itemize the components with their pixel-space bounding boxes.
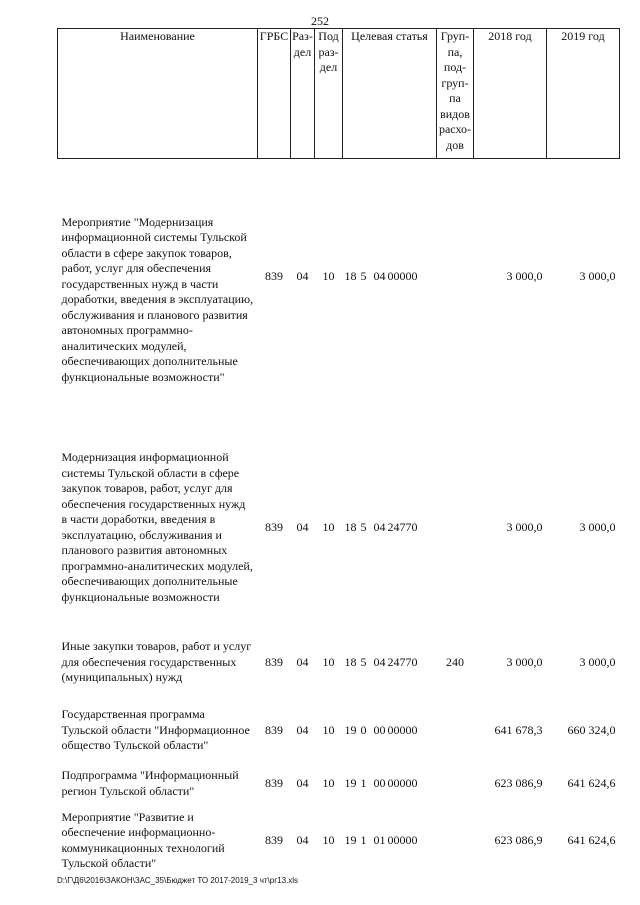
target-part: 00000	[387, 722, 418, 737]
row-name: Подпрограмма "Информационный регион Тульской области"	[61, 768, 239, 798]
table-row	[58, 395, 620, 627]
target-part: 00	[373, 722, 386, 737]
row-2019: 660 324,0	[567, 722, 616, 737]
target-part: 04	[373, 519, 386, 534]
header-name: Наименование	[58, 29, 258, 159]
row-grbs: 839	[265, 269, 283, 283]
row-grbs: 839	[265, 775, 283, 790]
target-part: 18	[344, 268, 357, 283]
table-header-row	[58, 29, 620, 159]
table-row	[58, 627, 620, 699]
target-part: 24770	[387, 654, 418, 669]
target-part: 04	[373, 268, 386, 283]
page-number: 252	[311, 14, 329, 28]
row-name: Мероприятие "Модернизация информационной системы Тульской области в сфере закупок товаров, работ, услуг для обеспечения государственных нужд в части доработки, введения в эксплуатацию, обслуживания и планового развития автономных программно-аналитических модулей, обеспечивающих дополнительные функциональные возможности"	[61, 214, 254, 384]
table-row	[58, 159, 620, 395]
row-group	[437, 395, 474, 627]
target-part: 1	[360, 832, 367, 847]
target-part: 04	[373, 654, 386, 669]
header-2018: 2018 год	[474, 29, 547, 159]
header-podrazdel: Под раз- дел	[315, 29, 343, 159]
row-razdel: 04	[296, 832, 309, 847]
row-group	[437, 805, 474, 877]
header-razdel: Раз- дел	[291, 29, 315, 159]
row-razdel: 04	[296, 654, 309, 669]
header-2019: 2019 год	[547, 29, 620, 159]
row-podrazdel: 10	[322, 519, 335, 534]
row-2018: 3 000,0	[506, 654, 543, 669]
row-grbs: 839	[265, 519, 283, 534]
target-part: 00000	[387, 775, 418, 790]
target-part: 19	[344, 832, 357, 847]
target-part: 00000	[387, 268, 418, 283]
target-part: 19	[344, 775, 357, 790]
row-grbs: 839	[265, 654, 283, 669]
table-row	[58, 763, 620, 805]
target-part: 5	[360, 654, 367, 669]
row-podrazdel: 10	[322, 775, 335, 790]
row-group	[437, 159, 474, 395]
target-part: 01	[373, 832, 386, 847]
budget-table	[57, 28, 620, 877]
header-grbs: ГРБС	[258, 29, 291, 159]
row-2018: 3 000,0	[506, 519, 543, 534]
header-group: Груп- па, под- груп- па видов расхо- дов	[437, 29, 474, 159]
row-target	[343, 159, 437, 395]
target-part: 00	[373, 775, 386, 790]
row-target	[343, 699, 437, 763]
target-part: 19	[344, 722, 357, 737]
target-part: 00000	[387, 832, 418, 847]
row-2018: 623 086,9	[494, 832, 543, 847]
row-2019: 641 624,6	[567, 775, 616, 790]
row-razdel: 04	[296, 269, 309, 283]
row-target	[343, 763, 437, 805]
target-part: 1	[360, 775, 367, 790]
row-podrazdel: 10	[322, 654, 335, 669]
target-part: 5	[360, 519, 367, 534]
row-target	[343, 395, 437, 627]
row-2018: 641 678,3	[494, 722, 543, 737]
target-part: 18	[344, 654, 357, 669]
row-name: Мероприятие "Развитие и обеспечение информационно-коммуникационных технологий Тульской области"	[61, 809, 225, 870]
table-row	[58, 699, 620, 763]
row-group	[437, 699, 474, 763]
row-razdel: 04	[296, 519, 309, 534]
row-podrazdel: 10	[322, 832, 335, 847]
row-podrazdel: 10	[322, 722, 335, 737]
row-2019: 3 000,0	[579, 654, 616, 669]
row-name: Государственная программа Тульской области "Информационное общество Тульской области"	[61, 707, 250, 753]
row-grbs: 839	[265, 832, 283, 847]
row-target	[343, 805, 437, 877]
target-part: 18	[344, 519, 357, 534]
row-name: Модернизация информационной системы Тульской области в сфере закупок товаров, работ, услуг для обеспечения государственных нужд в части доработки, введения в эксплуатацию, обслуживания и планового развития автономных программно-аналитических модулей, обеспечивающих дополнительные функциональные возможности	[61, 450, 253, 604]
header-target: Целевая статья	[343, 29, 437, 159]
target-part: 5	[360, 268, 367, 283]
target-part: 24770	[387, 519, 418, 534]
row-2019: 3 000,0	[579, 269, 616, 283]
row-razdel: 04	[296, 722, 309, 737]
row-razdel: 04	[296, 775, 309, 790]
row-group: 240	[446, 654, 464, 669]
row-target	[343, 627, 437, 699]
target-part: 0	[360, 722, 367, 737]
row-2018: 3 000,0	[506, 269, 543, 283]
row-2019: 3 000,0	[579, 519, 616, 534]
table-row	[58, 805, 620, 877]
footer-file-path: D:\Г\Д6\2016\ЗАКОН\ЗАС_35\Бюджет ТО 2017-2019_3 чт\рг13.xls	[57, 876, 299, 885]
row-podrazdel: 10	[322, 269, 335, 283]
row-grbs: 839	[265, 722, 283, 737]
row-group	[437, 763, 474, 805]
row-2018: 623 086,9	[494, 775, 543, 790]
row-name: Иные закупки товаров, работ и услуг для обеспечения государственных (муниципальных) нужд	[61, 639, 252, 685]
row-2019: 641 624,6	[567, 832, 616, 847]
